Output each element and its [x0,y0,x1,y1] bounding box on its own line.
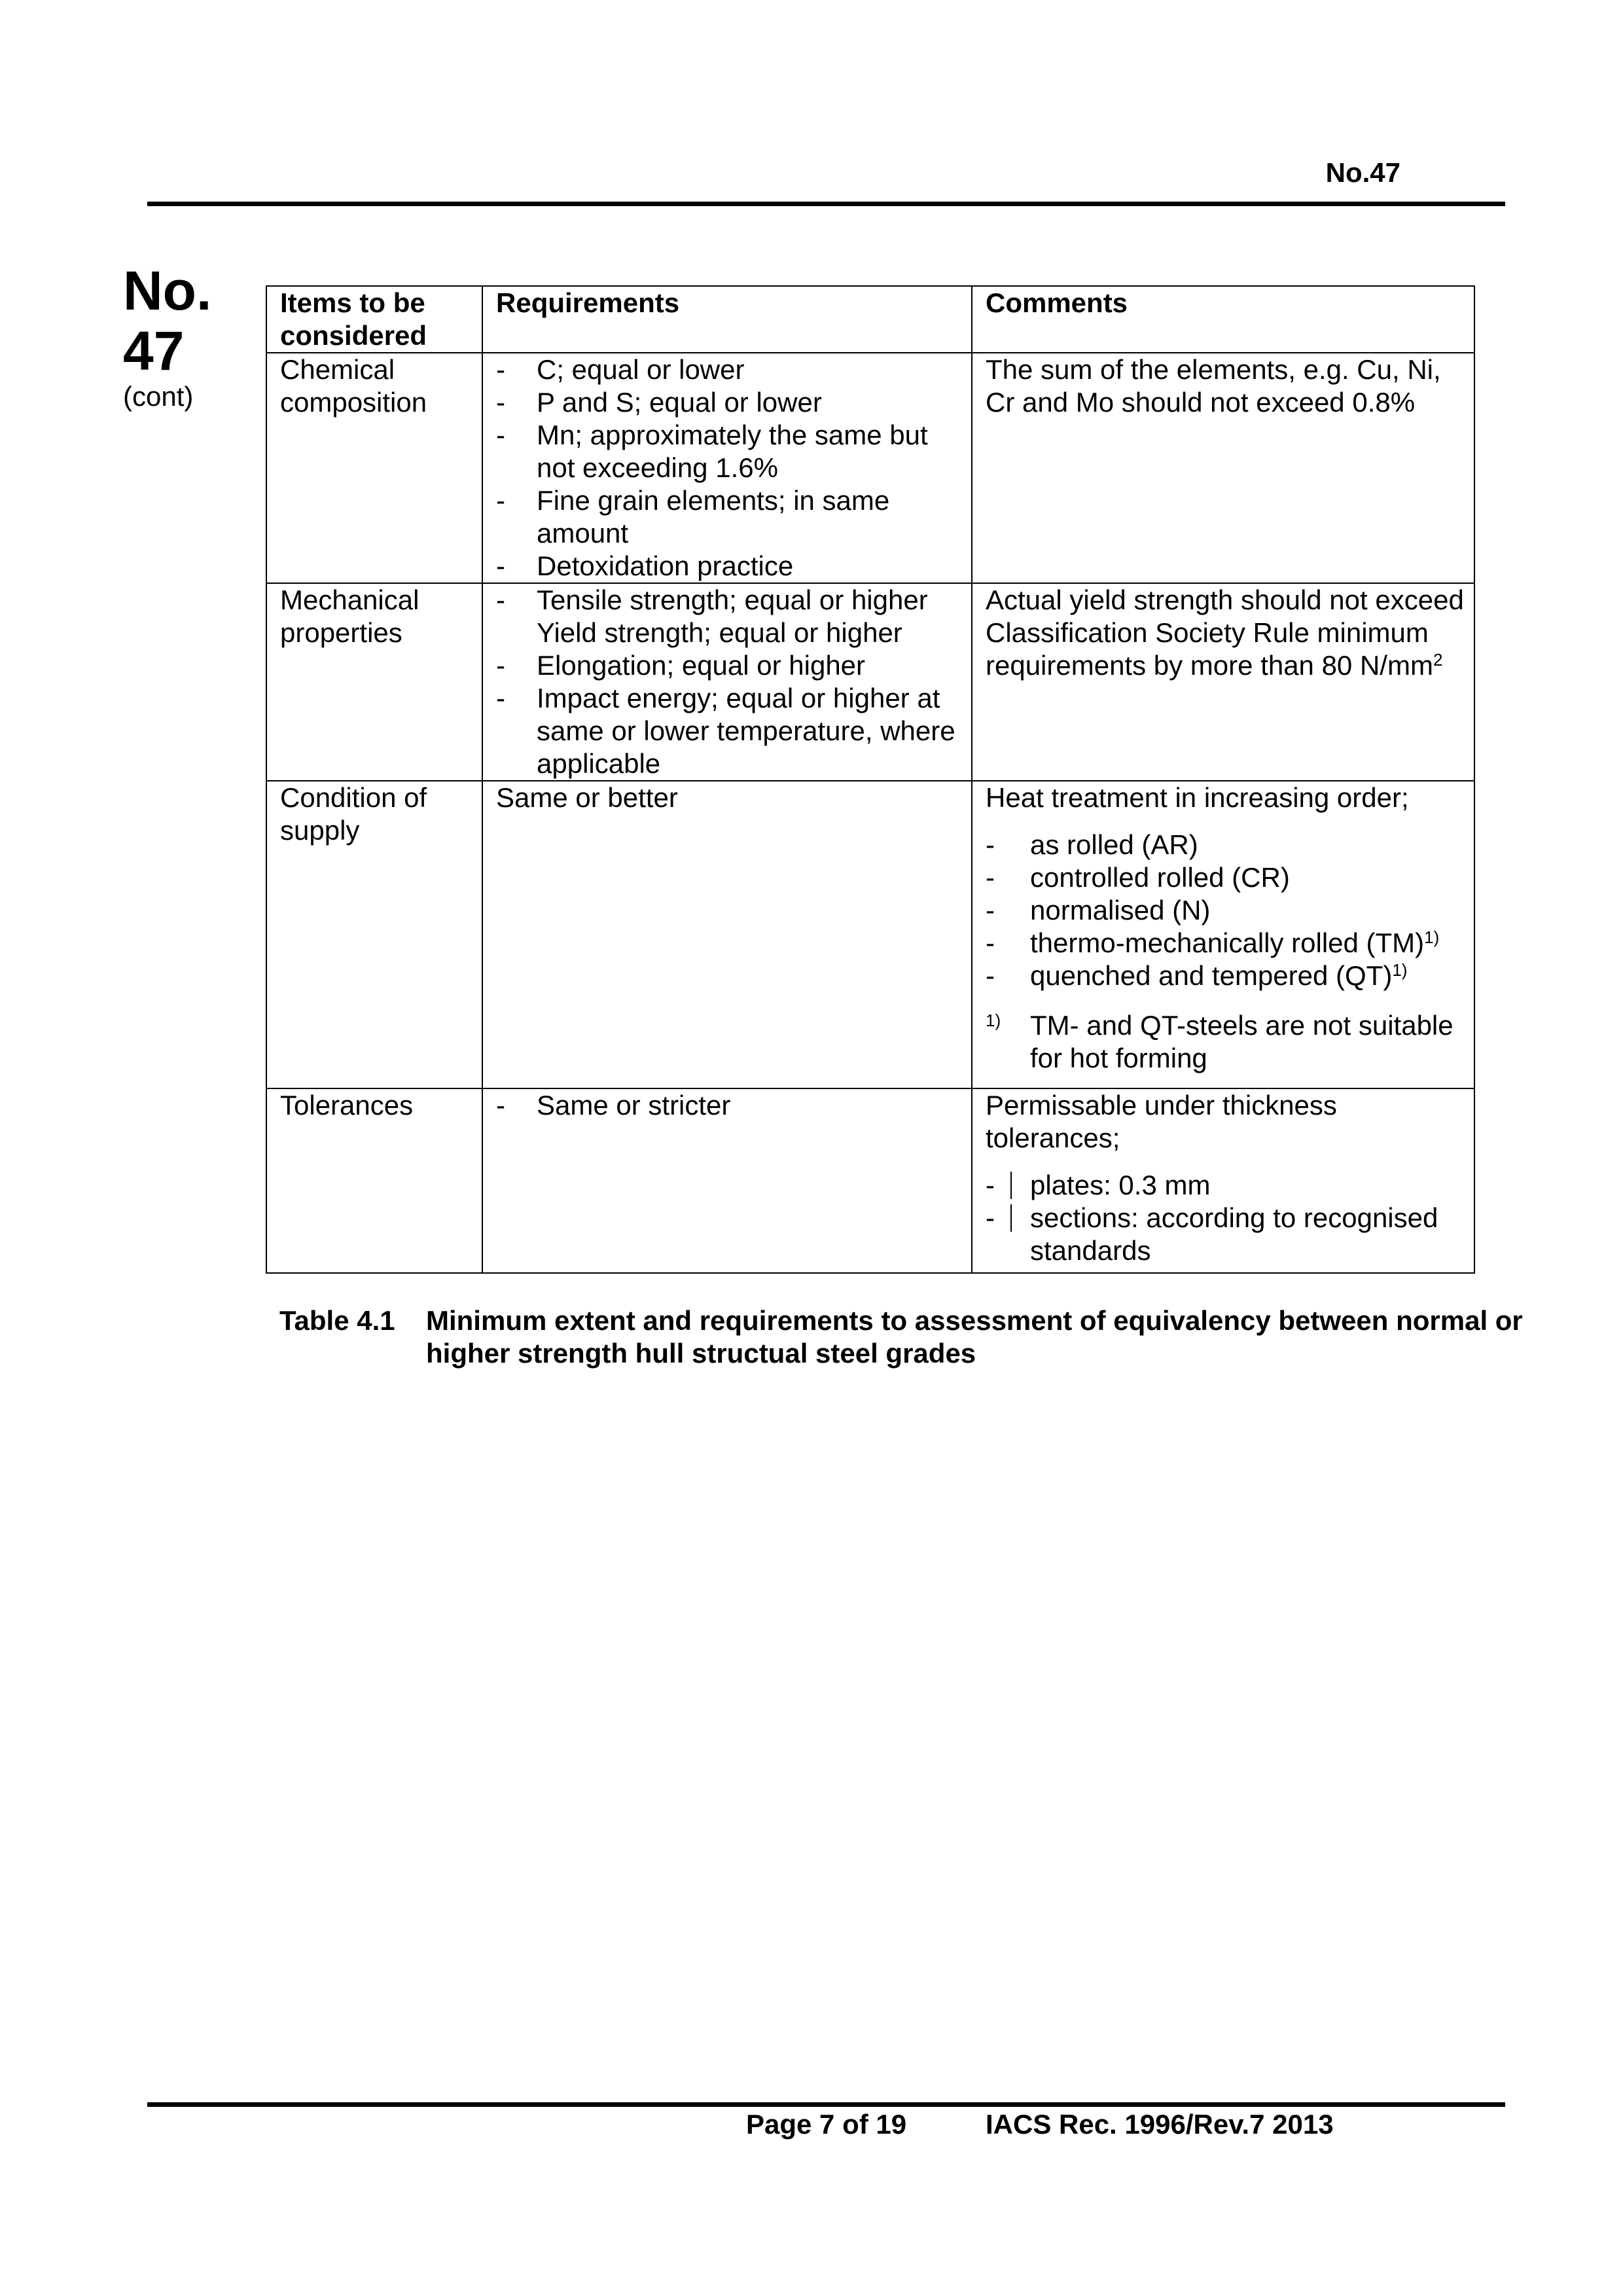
comment-text: Actual yield strength should not exceed Classification Society Rule minimum requirements by more than 80 N/mm [986,584,1464,681]
comment-text: The sum of the elements, e.g. Cu, Ni, Cr and Mo should not exceed 0.8% [986,354,1441,418]
requirements-cell [482,353,972,583]
requirement-item: - Tensile strength; equal or higher [496,584,962,617]
table-row-chemical-composition [266,353,1474,583]
requirements-list [496,1089,962,1122]
column-header-items: Items to be considered [266,286,482,353]
tolerance-item-continued: standards [1030,1235,1151,1266]
side-no-label: No. [123,260,212,321]
item-cell [266,781,482,1088]
item-label: Chemical composition [280,354,427,418]
requirement-item: - P and S; equal or lower [496,386,962,419]
requirements-list [496,584,962,780]
comment-cell [972,583,1474,781]
heat-treatment-item: - as rolled (AR) [986,829,1465,861]
caption-text: Minimum extent and requirements to assessment of equivalency between normal or higher strength hull structual steel grades [426,1305,1523,1369]
comment-intro: Permissable under thickness tolerances; [986,1090,1337,1153]
table-row-condition-of-supply [266,781,1474,1088]
comment-intro: Heat treatment in increasing order; [986,782,1409,813]
side-number [123,260,211,381]
side-continued-label: (cont) [123,381,194,412]
comment-cell [972,353,1474,583]
column-header-requirements: Requirements [482,286,972,353]
requirements-cell [482,1088,972,1273]
requirement-item: - Same or stricter [496,1089,962,1122]
requirement-item: - Impact energy; equal or higher at same or lower temperature, where applicable [496,682,962,780]
requirement-text: Same or better [496,782,678,813]
heat-treatment-item: - controlled rolled (CR) [986,861,1465,894]
requirements-list [496,353,962,583]
superscript-squared: 2 [1433,650,1443,670]
requirements-cell [482,781,972,1088]
page-number: Page 7 of 19 [746,2109,907,2140]
tolerance-list [986,1169,1465,1267]
side-no-value: 47 [123,320,185,382]
item-label: Condition of supply [280,782,427,846]
footnote [986,1009,1465,1075]
heat-treatment-item: - quenched and tempered (QT)$^{1)}$ [986,960,1465,992]
header-rule [147,202,1505,206]
item-label: Tolerances [280,1090,414,1121]
table-row-tolerances [266,1088,1474,1273]
heat-treatment-item: - thermo-mechanically rolled (TM)$^{1)}$ [986,927,1465,960]
item-cell [266,1088,482,1273]
equivalency-table [266,285,1475,1274]
heat-treatment-item: - normalised (N) [986,894,1465,927]
requirement-item: Yield strength; equal or higher [537,617,902,648]
item-label: Mechanical properties [280,584,419,648]
footnote-text: TM- and QT-steels are not suitable for hot forming [1030,1010,1454,1073]
tolerance-item: - sections: according to recognised [986,1202,1465,1234]
requirement-item: - Elongation; equal or higher [496,649,962,682]
requirement-item: - Fine grain elements; in same amount [496,484,962,550]
footer-rule [147,2102,1505,2107]
footnote-ref: 1) [1392,960,1408,980]
requirement-item: - Detoxidation practice [496,550,962,583]
table-row-mechanical-properties [266,583,1474,781]
tolerance-item: - plates: 0.3 mm [986,1169,1465,1202]
footnote-mark: 1) [986,1011,1001,1030]
comment-cell [972,1088,1474,1273]
table-header-row [266,286,1474,353]
item-cell [266,353,482,583]
caption-number: Table 4.1 [279,1305,395,1336]
requirement-item: - Mn; approximately the same but not exceeding 1.6% [496,419,962,484]
footnote-ref: 1) [1424,927,1440,947]
header-document-number: No.47 [1325,157,1400,188]
requirement-item: - C; equal or lower [496,353,962,386]
comment-cell [972,781,1474,1088]
item-cell [266,583,482,781]
requirements-cell [482,583,972,781]
heat-treatment-list [986,829,1465,992]
column-header-comments: Comments [972,286,1474,353]
document-reference: IACS Rec. 1996/Rev.7 2013 [986,2109,1334,2140]
